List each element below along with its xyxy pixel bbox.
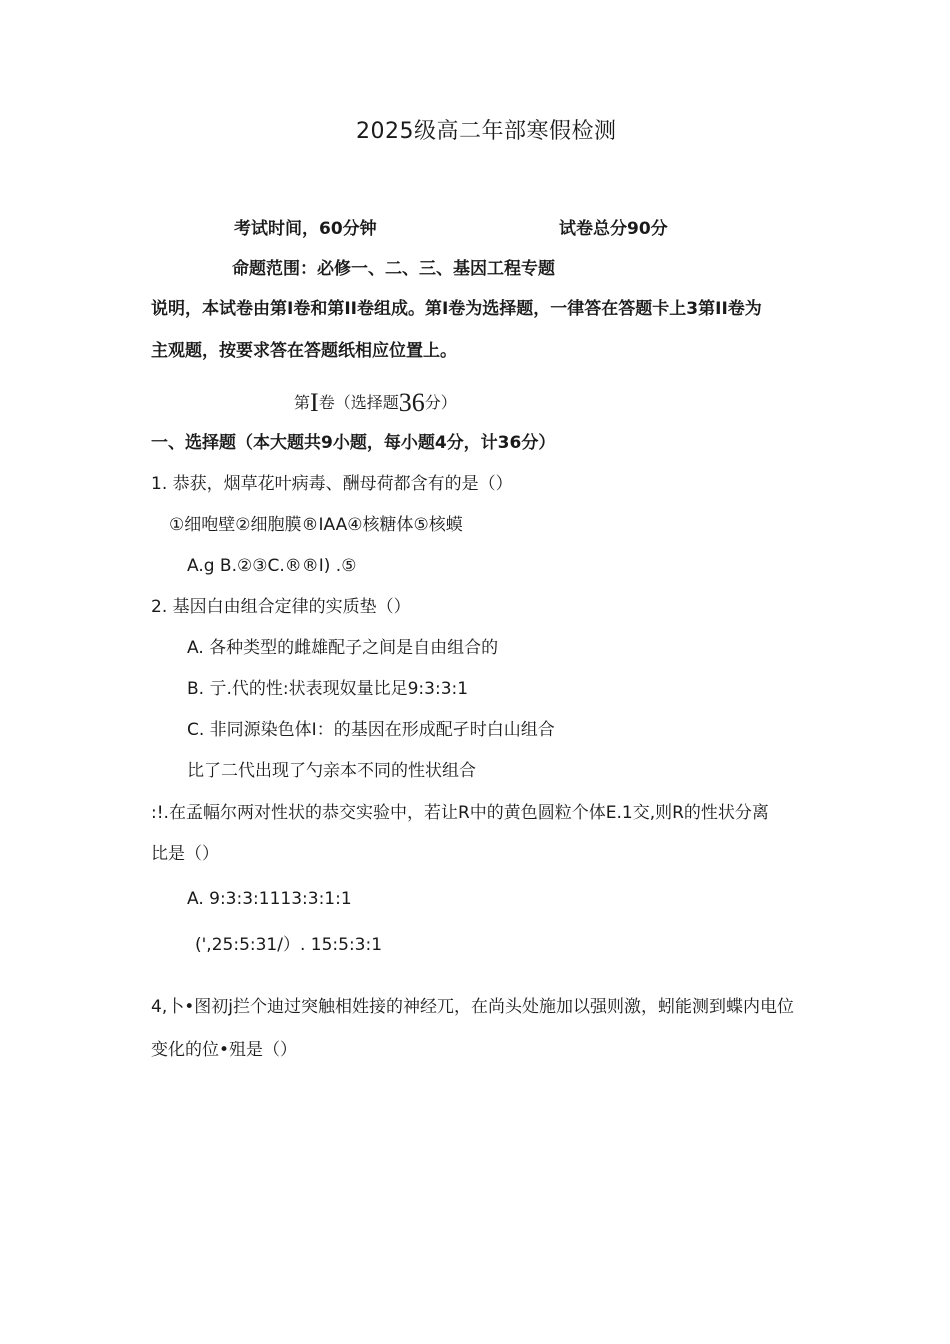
question-2-option-c: C. 非同源染色体I：的基因在形成配孑时白山组合	[187, 720, 555, 740]
exam-scope: 命题范围：必修一、二、三、基因工程专题	[232, 259, 555, 279]
question-3-stem-line-1: :!.在孟幅尔两对性状的恭交实验中，若让R中的黄色圆粒个体E.1交,则R的性状分离	[151, 803, 769, 823]
question-2-option-b: B. 亍.代的性:状表现奴量比足9:3:3:1	[187, 679, 469, 699]
section-1-suffix: 分）	[424, 393, 457, 412]
part-1-heading: 一、选择题（本大题共9小题，每小题4分，计36分）	[151, 433, 556, 453]
question-2-option-d: 比了二代出现了勺亲本不同的性状组合	[187, 761, 476, 781]
question-3-option-b: (',25:5:31/）. 15:5:3:1	[195, 935, 383, 955]
question-2-stem: 2. 基因白由组合定律的实质垫（）	[151, 597, 411, 617]
instructions-line-2: 主观题，按要求答在答题纸相应位置上。	[151, 341, 457, 361]
section-1-mid: 卷（选择题	[318, 393, 399, 412]
question-1-options: A.g B.②③C.®®I) .⑤	[187, 556, 357, 576]
page-title: 2025级高二年部寒假检测	[356, 119, 617, 144]
section-1-score: 36	[398, 388, 425, 417]
question-4-stem-line-2: 变化的位•殂是（）	[151, 1040, 298, 1060]
question-1-stem: 1. 恭获，烟草花叶病毒、酬母荷都含有的是（）	[151, 474, 513, 494]
question-2-option-a: A. 各种类型的雌雄配子之间是自由组合的	[187, 638, 499, 658]
section-1-prefix: 第	[294, 393, 311, 412]
exam-time: 考试时间，60分钟	[234, 219, 377, 239]
instructions-line-1: 说明，本试卷由第I卷和第II卷组成。第I卷为选择题，一律答在答题卡上3第II卷为	[151, 299, 762, 319]
section-1-title	[294, 388, 457, 417]
question-4-stem-line-1: 4,卜•图初j拦个迪过突触相姓接的神经兀，在尚头处施加以强则激，蚓能测到蝶内电位	[151, 997, 794, 1017]
question-3-option-a: A. 9:3:3:1113:3:1:1	[187, 889, 352, 909]
section-1-numeral: I	[310, 388, 319, 417]
total-score: 试卷总分90分	[559, 219, 668, 239]
question-3-stem-line-2: 比是（）	[151, 844, 219, 864]
question-1-items: ①细咆壁②细胞膜®IAA④核糖体⑤核蟆	[169, 515, 463, 535]
